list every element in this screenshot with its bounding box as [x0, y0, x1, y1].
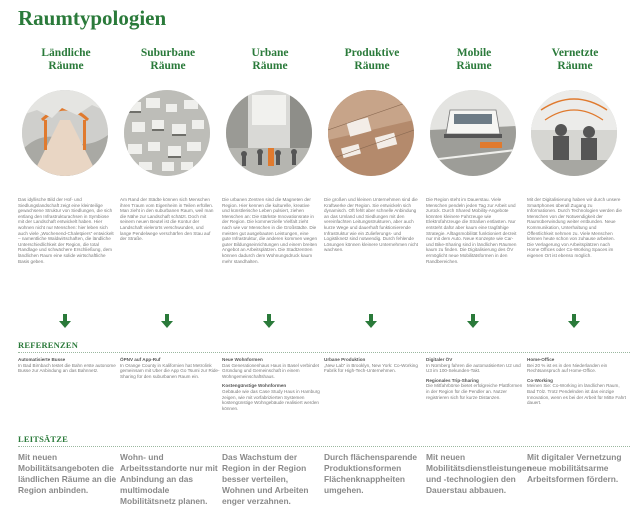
- reference-title: ÖPNV auf App-Ruf: [120, 357, 161, 362]
- guideline-text: Mit neuen Mobilitätsdienstleistungen und -technologien den Dauerstau abbauen.: [426, 452, 532, 495]
- page-title: Raumtypologien: [18, 6, 167, 30]
- reference-text: In Bad Birnbach testet die Bahn erste autonome Busse zur Anbindung an das Bahnnetz.: [18, 362, 116, 374]
- down-arrow-icon: [262, 314, 276, 328]
- column-description: Die Region steht im Dauerstau. Viele Menschen pendeln jeden Tag zur Arbeit und zurück. Durch Shared Mobility-Angebote könnten kleinere Fahrzeuge wie Elektrofahrzeuge die Straßen entlasten. Nur entsteht dafür aber kaum eine tragfähige Strategie. Alltagsmobilität funktioniert derzeit nur mit dem Auto. Neue Konzepte wie Car- und Bike-Sharing sind in ländlichen Räumen kaum zu finden. Die Digitalisierung des ÖV ermöglicht neue Mobilitätsformen in den Randbereichen.: [426, 197, 517, 264]
- down-arrow-icon: [466, 314, 480, 328]
- reference-block: [426, 357, 526, 400]
- mobile-illustration: [430, 90, 516, 176]
- reference-title: Co-Working: [527, 377, 553, 383]
- column-description: Mit der Digitalisierung haben wir durch unsere Smartphones überall Zugang zu Informationen. Durch Technologien werden die Menschen von der Notwendigkeit der Raumüberwindung weiter entbunden. Neue Kommunikation, Unterhaltung und Öffentlichkeit nehmen zu. Viele Menschen können heute schon von zuhause arbeiten. Die Verlagerung von Arbeitsplätzen nach Home Offices oder Co-Working Spaces im eigenen Ort ist ebenso möglich.: [527, 197, 622, 258]
- down-arrow-icon: [364, 314, 378, 328]
- suburban-illustration: [124, 90, 210, 176]
- guideline-text: Durch flächensparende Produktionsformen Flächenknappheiten umgehen.: [324, 452, 418, 495]
- reference-title: Neue Wohnformen: [222, 357, 263, 362]
- reference-block: [324, 357, 424, 374]
- reference-text: Das Generationenhaus Haus in Basel verbindet Gründung und Gemeinschaft in einem Wohngemeinschaftshaus.: [222, 362, 320, 379]
- guideline-text: Mit neuen Mobilitätsangeboten die ländlichen Räume an die Region anbinden.: [18, 452, 117, 495]
- rural-illustration: [22, 90, 108, 176]
- reference-title: Digitaler ÖV: [426, 357, 453, 362]
- reference-block: [222, 357, 322, 411]
- column-description: Das idyllische Bild der Hof- und Siedlungslandschaft zeigt eine kleinteilige gewachsene Struktur von Siedlungen, die sich entlang den Infrastrukturachsen in Symbiose mit der Landschaft entwickelt haben. Hier wohnen nicht nur Menschen: hier leben sich auch viele „Wochenend-Chaletpiers“ entwickelt – namentliche Waldwirtschaften, die ländliche Unterschiedlichkeit der Region, die total Randlage und schwächere Erschließung, dem ländlichen Raum eine solide wirtschaftliche Basis geben.: [18, 197, 114, 264]
- section-divider: [18, 446, 630, 447]
- reference-block: [120, 357, 220, 379]
- reference-text: Meinen Sie: Co-Working im ländlichen Raum, Bad Tölz. Trotz Pendelnden ist das einzige Innovation, wenn es bei der Arbeit für Mitte Fahrt dauert.: [527, 383, 627, 406]
- urban-illustration: [226, 90, 312, 176]
- guideline-text: Wohn- und Arbeitsstandorte nur mit Anbindung an das multimodale Mobilitätsnetz planen.: [120, 452, 218, 506]
- reference-text: In Orange County in Kalifornien hat Metrolink gemeinsam mit Uber die App Go Tsumi zur Ride-Sharing für den suburbanen Raum ein.: [120, 362, 220, 379]
- networked-illustration: [531, 90, 617, 176]
- column-heading: Mobile Räume: [456, 47, 492, 72]
- reference-text: In Nürnberg fahren die automatisierten U2 und U3 im 100-Sekunden-Takt.: [426, 362, 521, 374]
- reference-title: Kostengünstige Wohnformen: [222, 383, 287, 389]
- references-label: REFERENZEN: [18, 340, 79, 350]
- down-arrow-icon: [58, 314, 72, 328]
- reference-block: [527, 357, 627, 406]
- down-arrow-icon: [160, 314, 174, 328]
- column-heading: Produktive Räume: [344, 47, 400, 72]
- reference-text: Bei 20 % ist es in den Niederlanden ein Rechtsanspruch auf Home-Office.: [527, 362, 608, 374]
- reference-title: Urbane Produktion: [324, 357, 366, 362]
- reference-text: Die Mitfahrbörse bietet erfolgreiche Plattformen in der Region für die Pendler an. Nutzer registrieren sich für kurze Distanzen.: [426, 383, 523, 400]
- reference-title: Automatisierte Busse: [18, 357, 66, 362]
- column-description: Die großen und kleinen Unternehmen sind die Kraftwerke der Region. Sie entwickeln sich dynamisch. Oft fehlt aber schnelle Anbindung an das Umland und Siedlungen mit den vereinfachten Leitungsstrukturen, aber auch kurze Wege und dauerhaft funktionierende Infrastruktur wie ein Zulieferungs- und Logistiknetz sind notwendig. Durch fehlende Lösungen können kleinere Unternehmen nicht wachsen.: [324, 197, 418, 253]
- section-divider: [18, 352, 630, 353]
- reference-text: Gebäude wie das Case Study Haus in Hamburg zeigen, wie mit vorfabrizierten Systemen kostengünstige Wohngebäude realisiert werden können.: [222, 388, 320, 411]
- column-heading: Ländliche Räume: [41, 47, 91, 72]
- productive-illustration: [328, 90, 414, 176]
- down-arrow-icon: [567, 314, 581, 328]
- column-description: Die urbanen Zentren sind die Magneten der Region. Hier kennen die kulturelle, kreative und künstlerische Leben pulsiert, ziehen Menschen an: Die stärkste Innovationsrate in der Region. Die kommerzielle Vielfalt zieht nach wie vor Menschen in die Großstädte. Die meisten gut ausgebauten Leistungen, eine gute Infrastruktur, die anderen kommen wegen guter Bildungseinrichtungen und einem breiten Angebot an Arbeitsplätzen. Die Stadtzentren können dadurch dem Wohnungsdruck kaum mehr standhalten.: [222, 197, 318, 264]
- reference-title: Regionales Trip-Sharing: [426, 377, 479, 383]
- column-heading: Suburbane Räume: [140, 47, 196, 72]
- guidelines-label: LEITSÄTZE: [18, 434, 68, 444]
- reference-title: Home-Office: [527, 357, 555, 362]
- column-description: Am Rand der Städte können sich Menschen ihren Traum vom Eigenheim in Teilen erfüllen. Man zieht in den suburbanen Raum, weil man die Nähe zur Landschaft schätzt. Doch mit seinem neuen Beutel ist die Kontur der Landschaft vielerorts verschwunden, und lange Pendelwege verschärfen den Stau auf der Straße.: [120, 197, 214, 242]
- reference-block: [18, 357, 118, 374]
- guideline-text: Mit digitaler Vernetzung neue mobilitätsarme Arbeitsformen fördern.: [527, 452, 622, 484]
- column-heading: Urbane Räume: [251, 47, 289, 72]
- reference-text: „New Lab“ in Brooklyn, New York: Co-Working Fabrik für High-Tech-Unternehmen.: [324, 362, 418, 374]
- column-heading: Vernetzte Räume: [551, 47, 599, 72]
- guideline-text: Das Wachstum der Region in der Region besser verteilen, Wohnen und Arbeiten enger verzahnen.: [222, 452, 309, 506]
